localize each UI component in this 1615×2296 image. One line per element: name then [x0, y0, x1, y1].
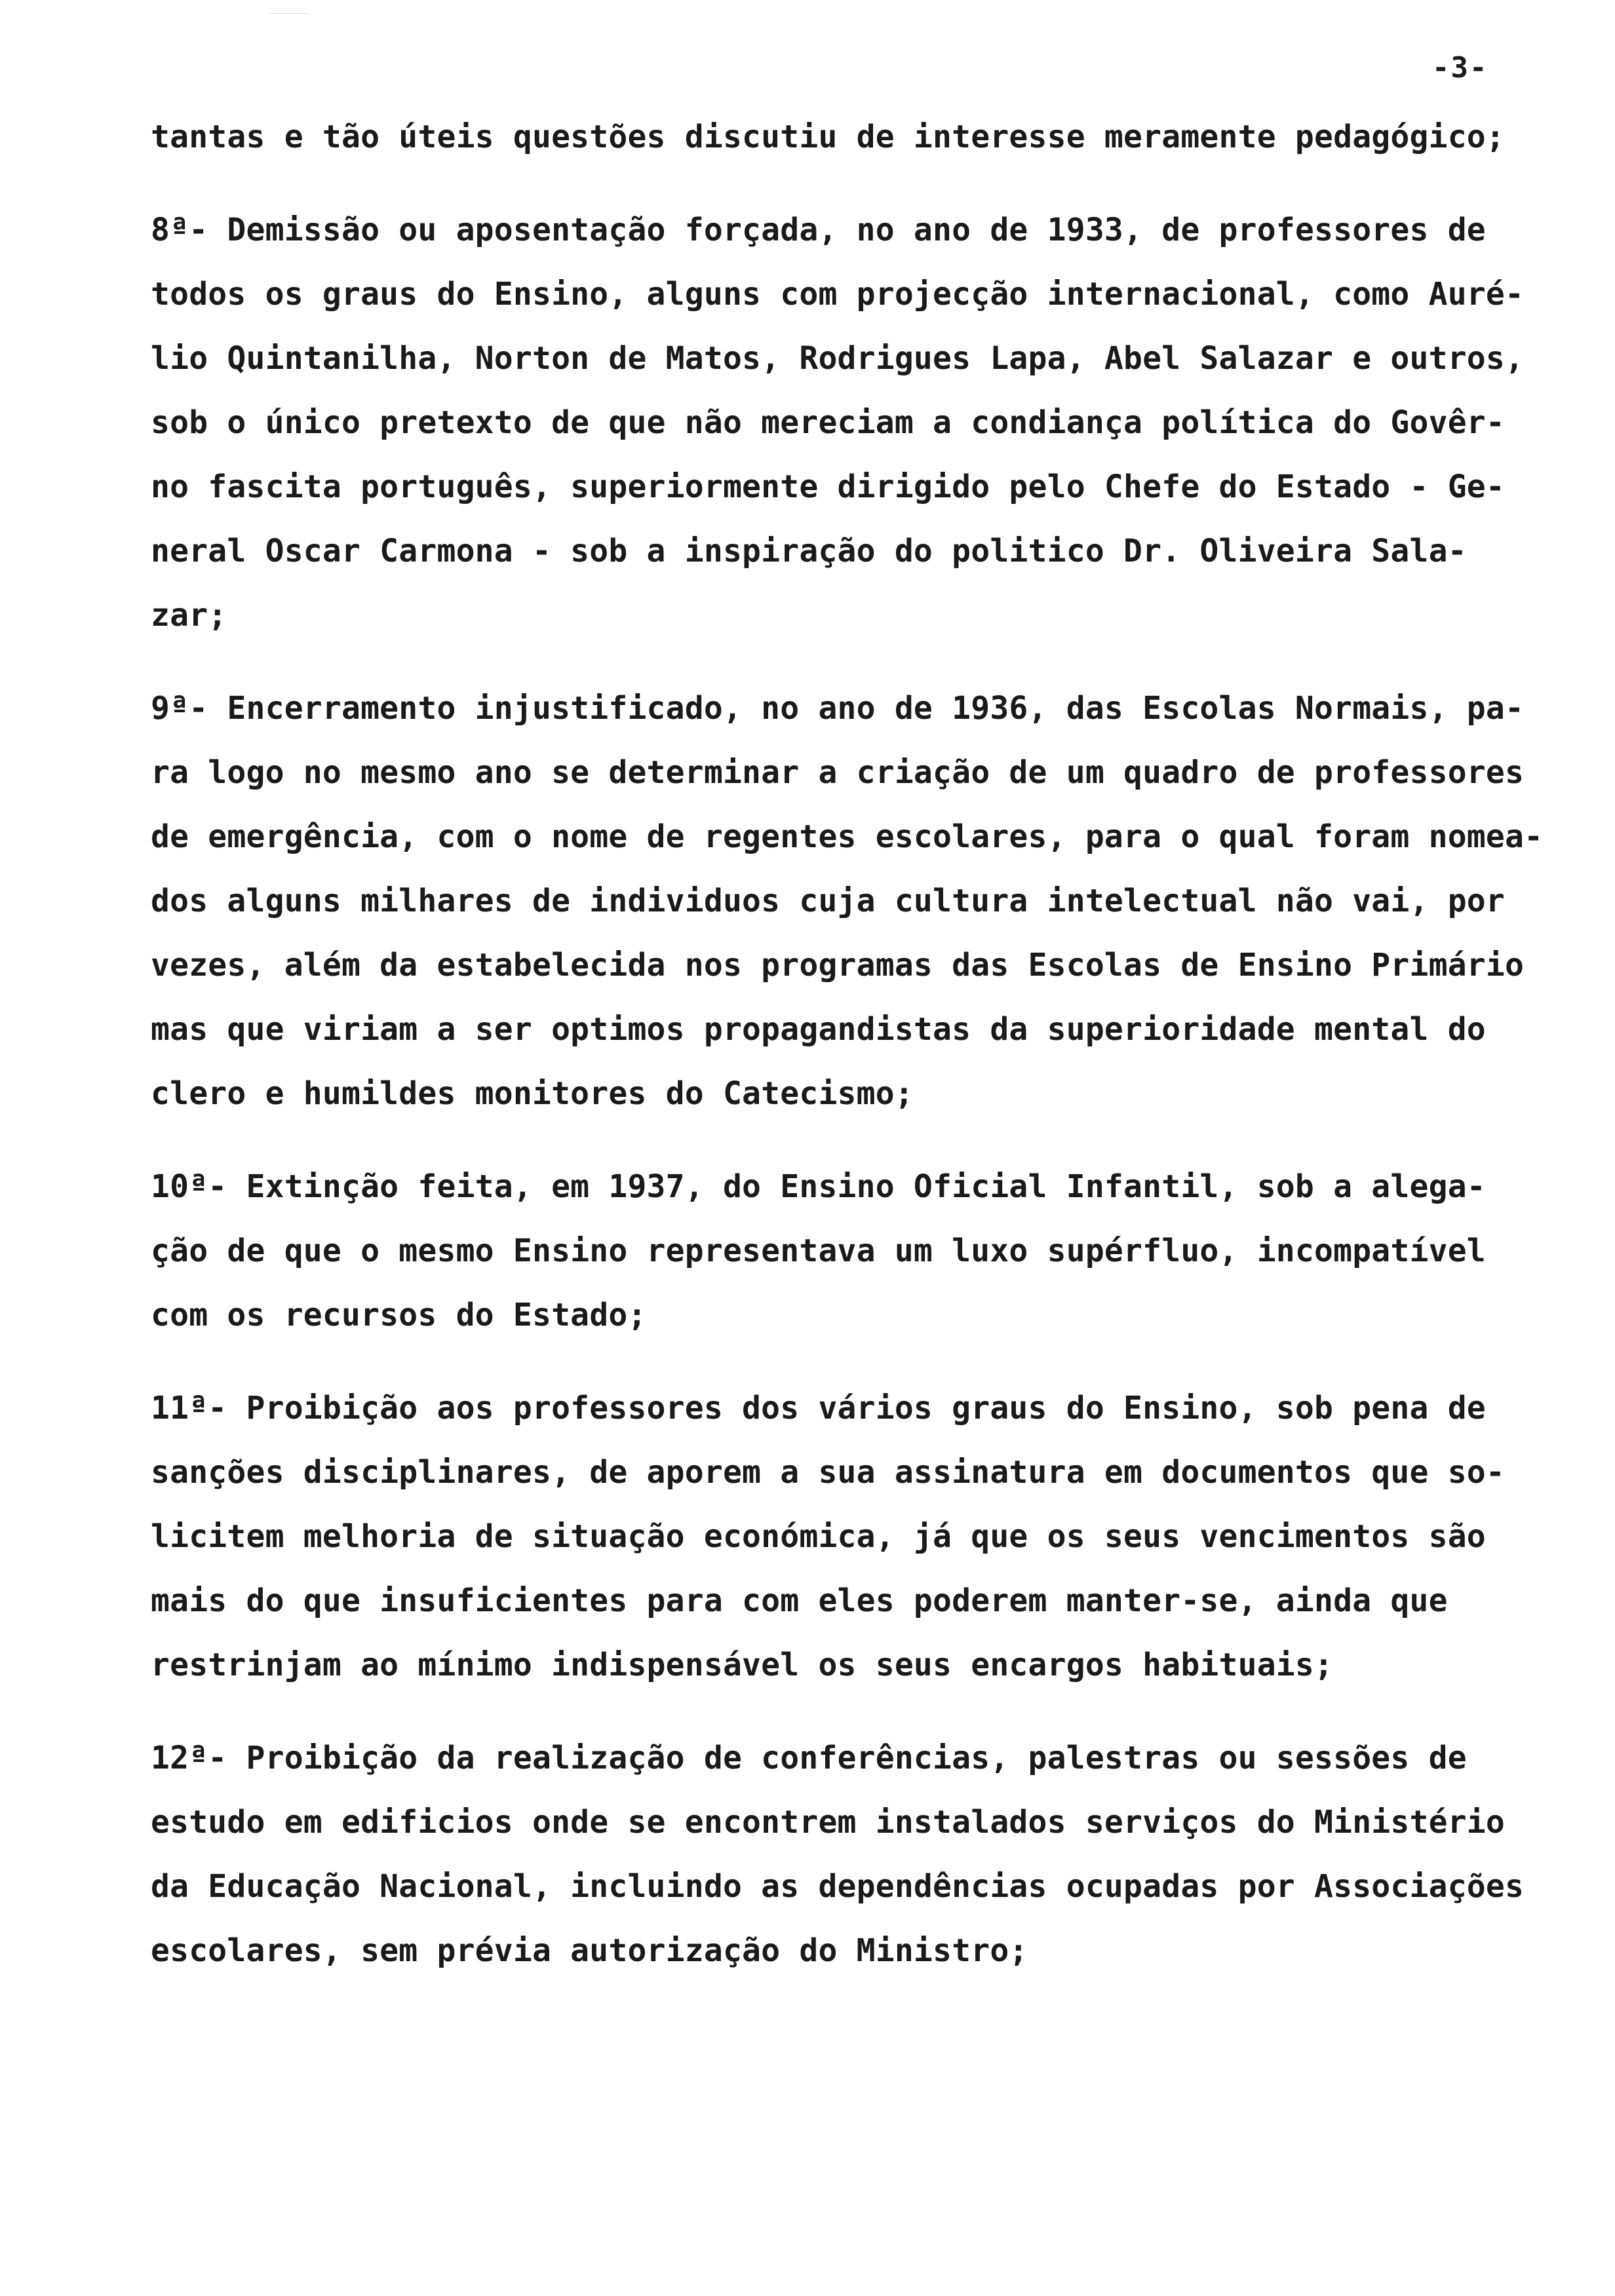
paragraph-item-12 — [151, 1726, 1560, 1983]
paragraph-item-10 — [151, 1155, 1560, 1347]
text-line: 11ª- Proibição aos professores dos vários graus do Ensino, sob pena de — [151, 1390, 1486, 1426]
text-line: restrinjam ao mínimo indispensável os seus encargos habituais; — [151, 1647, 1334, 1683]
text-line: tantas e tão úteis questões discutiu de interesse meramente pedagógico; — [151, 119, 1505, 155]
paragraph-continuation — [151, 105, 1560, 169]
text-line: neral Oscar Carmona - sob a inspiração do politico Dr. Oliveira Sala- — [151, 533, 1467, 569]
text-line: 8ª- Demissão ou aposentação forçada, no ano de 1933, de professores de — [151, 212, 1486, 248]
document-body — [151, 105, 1560, 1983]
text-line: estudo em edificios onde se encontrem instalados serviços do Ministério — [151, 1804, 1505, 1841]
text-line: 10ª- Extinção feita, em 1937, do Ensino Oficial Infantil, sob a alega- — [151, 1168, 1486, 1205]
paragraph-gap — [151, 647, 1560, 676]
paragraph-gap — [151, 1347, 1560, 1376]
text-line: sanções disciplinares, de aporem a sua assinatura em documentos que so- — [151, 1454, 1505, 1491]
paragraph-item-9 — [151, 676, 1560, 1126]
text-line: com os recursos do Estado; — [151, 1297, 647, 1333]
text-line: lio Quintanilha, Norton de Matos, Rodrigues Lapa, Abel Salazar e outros, — [151, 340, 1525, 377]
text-line: licitem melhoria de situação económica, já que os seus vencimentos são — [151, 1518, 1486, 1555]
paragraph-gap — [151, 1697, 1560, 1726]
page-number: -3- — [1432, 51, 1489, 85]
paragraph-item-11 — [151, 1376, 1560, 1697]
text-line: de emergência, com o nome de regentes escolares, para o qual foram nomea- — [151, 818, 1544, 855]
text-line: mais do que insuficientes para com eles poderem manter-se, ainda que — [151, 1582, 1448, 1619]
paragraph-gap — [151, 169, 1560, 198]
text-line: sob o único pretexto de que não mereciam a condiança política do Govêr- — [151, 404, 1505, 441]
text-line: no fascita português, superiormente dirigido pelo Chefe do Estado - Ge- — [151, 469, 1505, 505]
text-line: todos os graus do Ensino, alguns com projecção internacional, como Auré- — [151, 276, 1525, 313]
text-line: da Educação Nacional, incluindo as dependências ocupadas por Associações — [151, 1868, 1525, 1905]
text-line: zar; — [151, 597, 227, 634]
text-line: 9ª- Encerramento injustificado, no ano de 1936, das Escolas Normais, pa- — [151, 690, 1525, 727]
text-line: dos alguns milhares de individuos cuja cultura intelectual não vai, por — [151, 883, 1505, 919]
text-line: clero e humildes monitores do Catecismo; — [151, 1075, 914, 1112]
text-line: ra logo no mesmo ano se determinar a criação de um quadro de professores — [151, 754, 1525, 791]
text-line: vezes, além da estabelecida nos programas das Escolas de Ensino Primário — [151, 947, 1525, 984]
paragraph-gap — [151, 1126, 1560, 1155]
text-line: mas que viriam a ser optimos propagandistas da superioridade mental do — [151, 1011, 1486, 1048]
text-line: 12ª- Proibição da realização de conferências, palestras ou sessões de — [151, 1740, 1467, 1776]
text-line: escolares, sem prévia autorização do Ministro; — [151, 1932, 1028, 1969]
paragraph-item-8 — [151, 198, 1560, 647]
text-line: ção de que o mesmo Ensino representava um luxo supérfluo, incompatível — [151, 1233, 1486, 1269]
stray-mark — [269, 0, 308, 14]
